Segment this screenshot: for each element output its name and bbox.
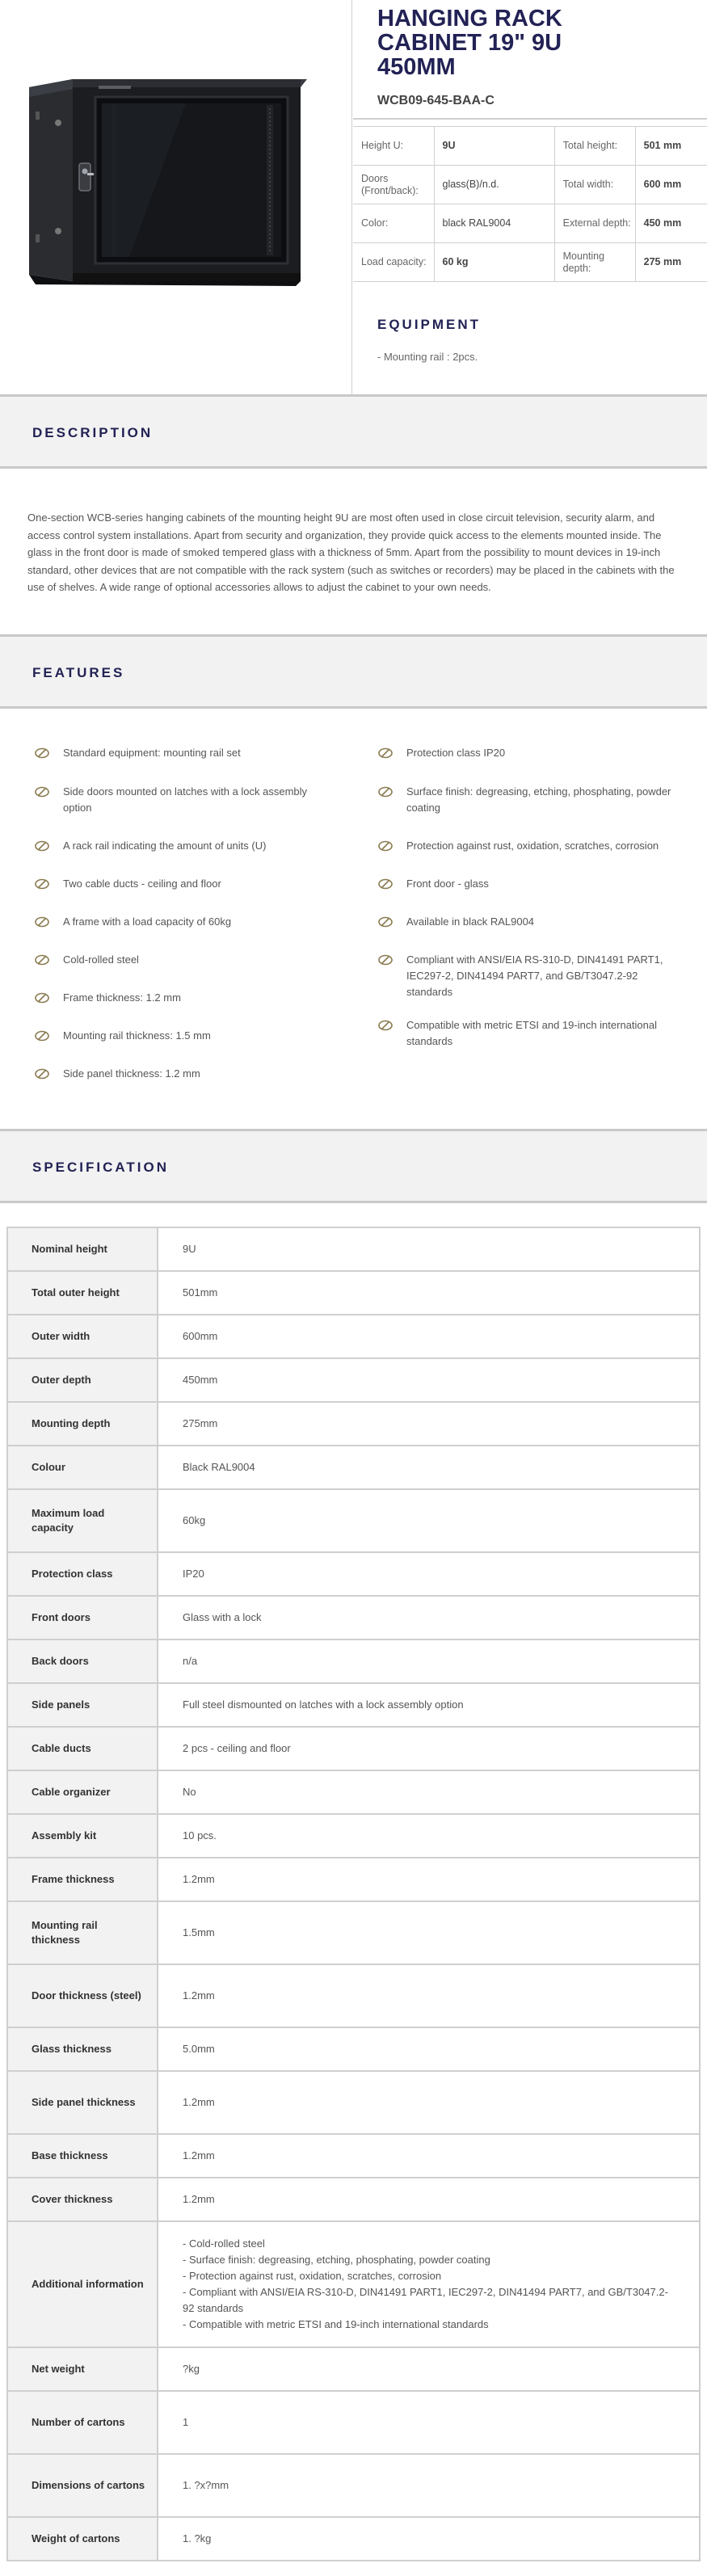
spec-label: Cable organizer: [7, 1770, 158, 1814]
product-image[interactable]: [24, 73, 307, 291]
specification-section-header: [0, 1129, 707, 1203]
product-header: [0, 0, 707, 396]
spec-label: Weight of cartons: [7, 2517, 158, 2561]
spec-row: [7, 1552, 700, 1596]
spec-label: Maximum load capacity: [7, 1489, 158, 1552]
spec-row: [7, 1227, 700, 1271]
spec-value: 60kg: [158, 1489, 700, 1552]
feature-text: A rack rail indicating the amount of units (U): [63, 840, 267, 852]
wrench-icon: [34, 992, 50, 1004]
spec-value: ?kg: [158, 2347, 700, 2391]
equipment-heading: EQUIPMENT: [377, 317, 482, 332]
feature-text: Surface finish: degreasing, etching, phosphating, powder coating: [406, 785, 671, 814]
param-row: [353, 127, 707, 166]
spec-row: [7, 2517, 700, 2561]
spec-row: [7, 2071, 700, 2134]
spec-label: Outer width: [7, 1315, 158, 1358]
wrench-icon: [34, 747, 50, 759]
spec-value: 5.0mm: [158, 2027, 700, 2071]
wrench-icon: [34, 1030, 50, 1042]
feature-item: [374, 876, 681, 892]
wrench-icon: [34, 840, 50, 852]
param-label: External depth:: [554, 204, 635, 243]
wrench-icon: [377, 840, 393, 852]
spec-label: Base thickness: [7, 2134, 158, 2178]
spec-value: 1.2mm: [158, 2178, 700, 2221]
feature-item: [374, 745, 681, 761]
feature-item: [31, 952, 338, 968]
spec-label: Side panels: [7, 1683, 158, 1727]
spec-row: [7, 2454, 700, 2517]
wrench-icon: [34, 786, 50, 798]
product-info-panel: [353, 0, 707, 396]
feature-item: [31, 838, 338, 854]
spec-label: Door thickness (steel): [7, 1964, 158, 2027]
feature-text: A frame with a load capacity of 60kg: [63, 915, 232, 928]
param-label: Load capacity:: [353, 243, 434, 282]
feature-text: Frame thickness: 1.2 mm: [63, 991, 181, 1004]
wrench-icon: [377, 1020, 393, 1031]
product-image-panel: [0, 0, 352, 396]
wrench-icon: [377, 786, 393, 798]
spec-value: Glass with a lock: [158, 1596, 700, 1639]
spec-value: 275mm: [158, 1402, 700, 1446]
feature-text: Two cable ducts - ceiling and floor: [63, 878, 221, 890]
wrench-icon: [377, 954, 393, 966]
spec-row: [7, 1446, 700, 1489]
wrench-icon: [377, 878, 393, 890]
param-value: 600 mm: [635, 166, 707, 204]
feature-text: Front door - glass: [406, 878, 489, 890]
spec-value: 1.2mm: [158, 2071, 700, 2134]
spec-label: Assembly kit: [7, 1814, 158, 1858]
wrench-icon: [34, 1068, 50, 1080]
feature-text: Side doors mounted on latches with a lock assembly option: [63, 785, 308, 814]
spec-label: Dimensions of cartons: [7, 2454, 158, 2517]
spec-label: Net weight: [7, 2347, 158, 2391]
spec-row: [7, 1639, 700, 1683]
param-label: Mounting depth:: [554, 243, 635, 282]
param-row: [353, 166, 707, 204]
spec-value: IP20: [158, 1552, 700, 1596]
section-title: SPECIFICATION: [32, 1160, 170, 1175]
param-value: 450 mm: [635, 204, 707, 243]
spec-label: Cable ducts: [7, 1727, 158, 1770]
spec-row: [7, 1358, 700, 1402]
feature-item: [31, 745, 338, 761]
spec-label: Colour: [7, 1446, 158, 1489]
spec-row: [7, 2134, 700, 2178]
feature-text: Standard equipment: mounting rail set: [63, 747, 241, 759]
spec-value: 1. ?kg: [158, 2517, 700, 2561]
param-label: Color:: [353, 204, 434, 243]
param-label: Total height:: [554, 127, 635, 166]
feature-item: [374, 838, 681, 854]
wrench-icon: [34, 954, 50, 966]
spec-row: [7, 1858, 700, 1901]
spec-label: Glass thickness: [7, 2027, 158, 2071]
spec-label: Mounting depth: [7, 1402, 158, 1446]
feature-text: Protection class IP20: [406, 747, 506, 759]
section-title: FEATURES: [32, 665, 125, 680]
param-row: [353, 243, 707, 282]
feature-text: Available in black RAL9004: [406, 915, 535, 928]
feature-item: [374, 952, 681, 1000]
spec-value: 1. ?x?mm: [158, 2454, 700, 2517]
spec-row: [7, 2178, 700, 2221]
spec-label: Cover thickness: [7, 2178, 158, 2221]
spec-row: [7, 1489, 700, 1552]
spec-row: [7, 1315, 700, 1358]
feature-text: Cold-rolled steel: [63, 953, 139, 966]
spec-row: [7, 1596, 700, 1639]
feature-text: Compliant with ANSI/EIA RS-310-D, DIN41491 PART1, IEC297-2, DIN41494 PART7, and GB/T3047.2-92 standards: [406, 953, 663, 998]
description-section-header: [0, 394, 707, 469]
divider: [353, 118, 707, 120]
param-label: Doors (Front/back):: [353, 166, 434, 204]
spec-row: [7, 1683, 700, 1727]
spec-label: Side panel thickness: [7, 2071, 158, 2134]
feature-item: [374, 784, 681, 816]
equipment-item: - Mounting rail : 2pcs.: [377, 351, 478, 363]
wrench-icon: [377, 916, 393, 928]
spec-label: Outer depth: [7, 1358, 158, 1402]
feature-text: Protection against rust, oxidation, scratches, corrosion: [406, 840, 659, 852]
spec-row: [7, 1271, 700, 1315]
product-title: HANGING RACK CABINET 19" 9U 450MM: [377, 6, 562, 80]
spec-row: [7, 1814, 700, 1858]
spec-label: Back doors: [7, 1639, 158, 1683]
spec-label: Mounting rail thickness: [7, 1901, 158, 1964]
spec-row: [7, 2391, 700, 2454]
spec-row: [7, 1727, 700, 1770]
spec-label: Front doors: [7, 1596, 158, 1639]
spec-row: [7, 2221, 700, 2347]
feature-item: [374, 914, 681, 930]
param-value: 60 kg: [434, 243, 554, 282]
spec-label: Protection class: [7, 1552, 158, 1596]
param-value: 275 mm: [635, 243, 707, 282]
spec-value: Full steel dismounted on latches with a lock assembly option: [158, 1683, 700, 1727]
spec-row: [7, 1964, 700, 2027]
feature-item: [31, 990, 338, 1006]
spec-row: [7, 2347, 700, 2391]
spec-value: 1.5mm: [158, 1901, 700, 1964]
spec-row: [7, 1402, 700, 1446]
feature-item: [31, 914, 338, 930]
feature-item: [31, 784, 338, 816]
product-sku: WCB09-645-BAA-C: [377, 94, 494, 107]
feature-item: [374, 1017, 681, 1050]
spec-label: Total outer height: [7, 1271, 158, 1315]
wrench-icon: [34, 878, 50, 890]
spec-value: 1.2mm: [158, 2134, 700, 2178]
feature-item: [31, 1066, 338, 1082]
spec-value: 450mm: [158, 1358, 700, 1402]
spec-value: 9U: [158, 1227, 700, 1271]
rack-cabinet-illustration: [24, 73, 307, 291]
spec-row: [7, 1901, 700, 1964]
spec-value: 1.2mm: [158, 1858, 700, 1901]
feature-item: [31, 876, 338, 892]
spec-value: 2 pcs - ceiling and floor: [158, 1727, 700, 1770]
param-label: Height U:: [353, 127, 434, 166]
param-value: 501 mm: [635, 127, 707, 166]
spec-row: [7, 1770, 700, 1814]
key-parameters-table: [353, 126, 707, 282]
wrench-icon: [377, 747, 393, 759]
spec-value: 10 pcs.: [158, 1814, 700, 1858]
feature-text: Mounting rail thickness: 1.5 mm: [63, 1029, 211, 1042]
param-value: 9U: [434, 127, 554, 166]
spec-value: No: [158, 1770, 700, 1814]
spec-value: - Cold-rolled steel - Surface finish: degreasing, etching, phosphating, powder coating - Protection against rust, oxidation, scratches, corrosion - Compliant with ANSI/EIA RS-310-D, DIN41491 PART1, IEC297-2, DIN41494 PART7, and GB/T3047.2-92 standards - Compatible with metric ETSI and 19-inch international standards: [158, 2221, 700, 2347]
specification-table: [6, 1227, 701, 2561]
spec-row: [7, 2027, 700, 2071]
param-row: [353, 204, 707, 243]
feature-text: Side panel thickness: 1.2 mm: [63, 1067, 200, 1080]
spec-label: Nominal height: [7, 1227, 158, 1271]
spec-label: Number of cartons: [7, 2391, 158, 2454]
features-section-header: [0, 634, 707, 709]
param-label: Total width:: [554, 166, 635, 204]
param-value: glass(B)/n.d.: [434, 166, 554, 204]
spec-label: Frame thickness: [7, 1858, 158, 1901]
spec-value: 1.2mm: [158, 1964, 700, 2027]
spec-value: n/a: [158, 1639, 700, 1683]
spec-value: 1: [158, 2391, 700, 2454]
feature-text: Compatible with metric ETSI and 19-inch international standards: [406, 1019, 657, 1047]
param-value: black RAL9004: [434, 204, 554, 243]
feature-item: [31, 1028, 338, 1044]
section-title: DESCRIPTION: [32, 425, 154, 440]
spec-value: 600mm: [158, 1315, 700, 1358]
spec-value: Black RAL9004: [158, 1446, 700, 1489]
wrench-icon: [34, 916, 50, 928]
spec-value: 501mm: [158, 1271, 700, 1315]
description-text: One-section WCB-series hanging cabinets of the mounting height 9U are most often used in close circuit television, security alarm, and access control system installations. Apart from security and organization, they provide quick access to the elements mounted inside. The glass in the front door is made of smoked tempered glass with a thickness of 5mm. Apart from the possibility to mount devices in 19-inch standard, other devices that are not compatible with the rack system (such as switches or recorders) may be placed in the cabinets with the use of shelves. A wide range of optional accessories allows to adjust the cabinet to your own needs.: [27, 511, 675, 593]
spec-label: Additional information: [7, 2221, 158, 2347]
